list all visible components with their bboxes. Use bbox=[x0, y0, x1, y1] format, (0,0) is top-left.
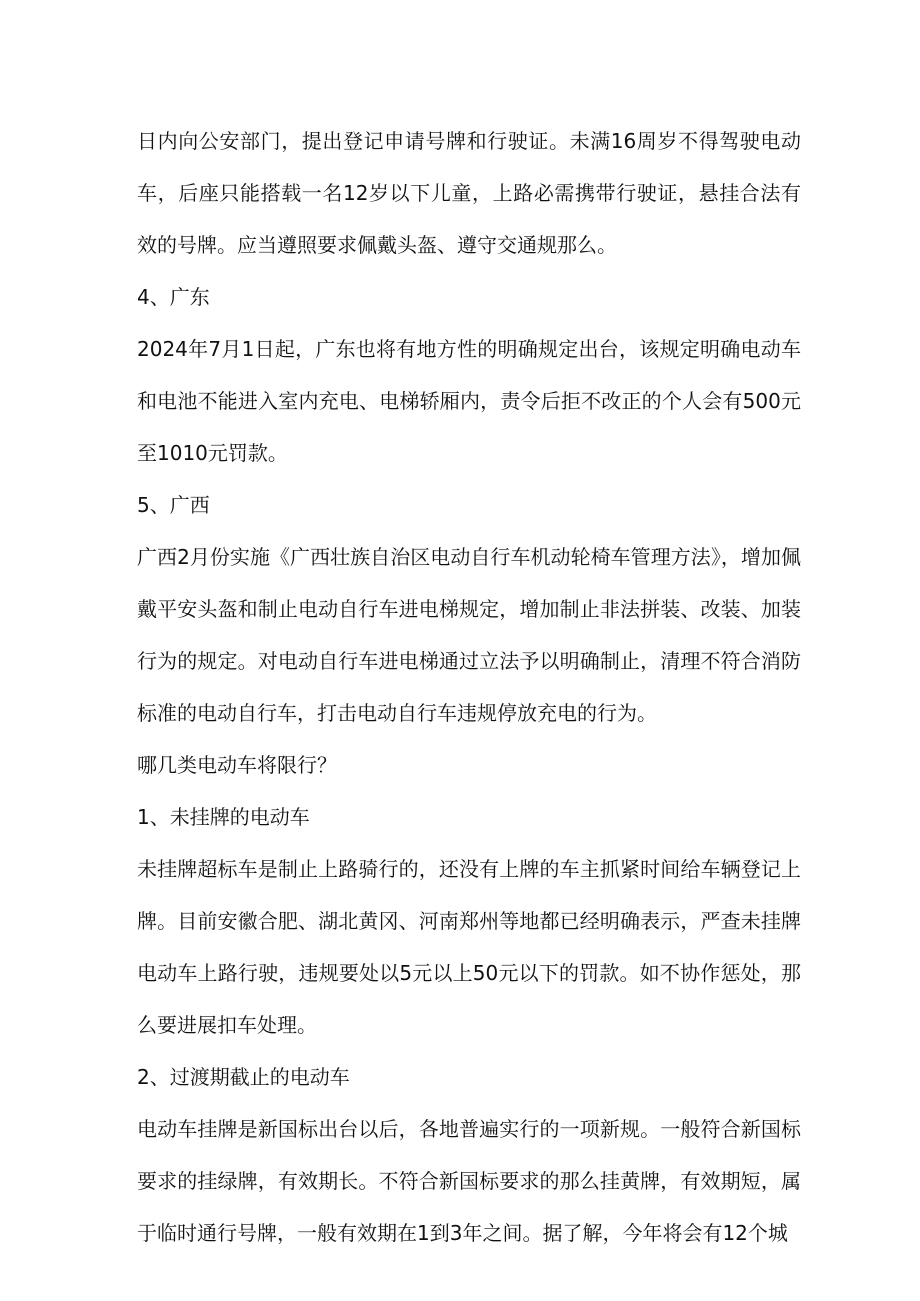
heading-guangxi: 5、广西 bbox=[137, 493, 210, 517]
paragraph-guangxi: 广西2月份实施《广西壮族自治区电动自行车机动轮椅车管理方法》，增加佩戴平安头盔和制止电动自行车进电梯规定，增加制止非法拼装、改装、加装行为的规定。对电动自行车进电梯通过立法予以明确制止，清理不符合消防标准的电动自行车，打击电动自行车违规停放充电的行为。 bbox=[137, 545, 801, 725]
paragraph-transition-period: 电动车挂牌是新国标出台以后，各地普遍实行的一项新规。一般符合新国标要求的挂绿牌，有效期长。不符合新国标要求的那么挂黄牌，有效期短，属于临时通行号牌，一般有效期在1到3年之间。据了解，今年将会有12个城 bbox=[137, 1117, 801, 1245]
heading-transition-period: 2、过渡期截止的电动车 bbox=[137, 1065, 350, 1089]
heading-restricted-types: 哪几类电动车将限行？ bbox=[137, 753, 337, 777]
paragraph-unlicensed: 未挂牌超标车是制止上路骑行的，还没有上牌的车主抓紧时间给车辆登记上牌。目前安徽合肥、湖北黄冈、河南郑州等地都已经明确表示，严查未挂牌电动车上路行驶，违规要处以5元以上50元以下的罚款。如不协作惩处，那么要进展扣车处理。 bbox=[137, 857, 801, 1037]
paragraph-registration: 日内向公安部门，提出登记申请号牌和行驶证。未满16周岁不得驾驶电动车，后座只能搭载一名12岁以下儿童，上路必需携带行驶证，悬挂合法有效的号牌。应当遵照要求佩戴头盔、遵守交通规那么。 bbox=[137, 129, 801, 257]
document-page bbox=[137, 115, 801, 1259]
heading-guangdong: 4、广东 bbox=[137, 285, 210, 309]
heading-unlicensed: 1、未挂牌的电动车 bbox=[137, 805, 310, 829]
paragraph-guangdong: 2024年7月1日起，广东也将有地方性的明确规定出台，该规定明确电动车和电池不能进入室内充电、电梯轿厢内，责令后拒不改正的个人会有500元至1010元罚款。 bbox=[137, 337, 801, 465]
